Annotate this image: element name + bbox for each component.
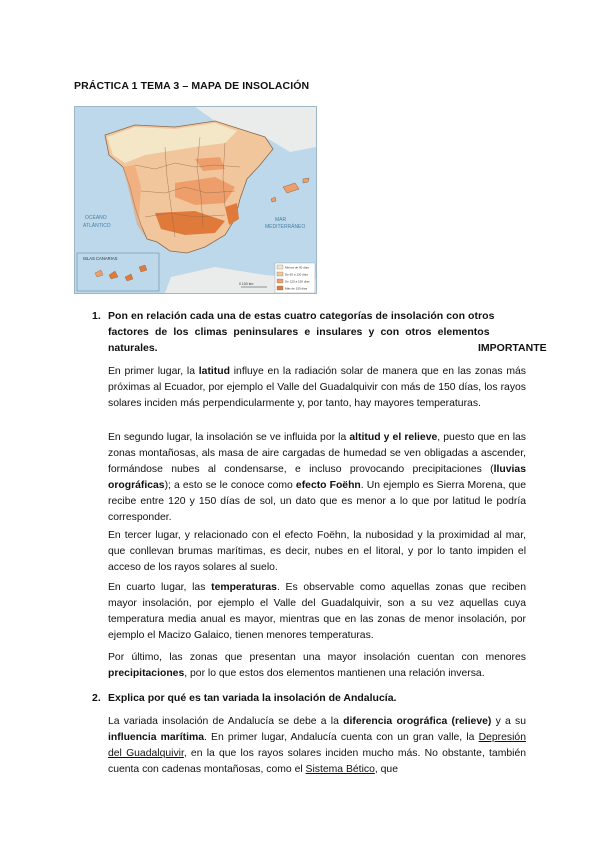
question-2-number: 2. (92, 692, 101, 704)
legend-swatch-4 (277, 286, 283, 290)
p2-bold-lluvias: lluvias orográficas (108, 464, 526, 491)
ocean-label-2: ATLÁNTICO (83, 223, 111, 229)
p5-bold-precipitaciones: precipitaciones (108, 668, 185, 679)
p1-bold-latitud: latitud (198, 366, 230, 377)
insolation-map-svg (75, 107, 316, 293)
p1-text-a: En primer lugar, la (108, 366, 199, 377)
sea-label-2: MEDITERRÁNEO (265, 224, 306, 230)
legend-swatch-3 (277, 279, 283, 283)
p3-text-a: En tercer lugar, y relacionado con el efecto Foëhn, la nubosidad y la proximidad al mar, que conllevan brumas marítimas, es decir, nubes en el litoral, y por lo tanto impiden el acceso de los rayos solares al suelo. (108, 530, 526, 573)
important-label: IMPORTANTE (478, 342, 547, 354)
question-2 (92, 690, 532, 706)
question-1-number: 1. (92, 310, 101, 322)
p2-bold-foehn: efecto Foëhn (295, 480, 361, 491)
paragraph-latitud (108, 364, 526, 412)
question-1-line-3-wrap (108, 340, 547, 356)
legend-label-2: De 60 a 120 días (285, 272, 308, 277)
document-title: PRÁCTICA 1 TEMA 3 – MAPA DE INSOLACIÓN (74, 80, 310, 92)
p2-bold-altitud: altitud y el relieve (349, 432, 438, 443)
legend-swatch-2 (277, 272, 283, 276)
question-1-line-1: Pon en relación cada una de estas cuatro categorías de insolación con otros (108, 310, 495, 322)
legend-label-1: Menos de 60 días (285, 265, 309, 270)
paragraph-altitud (108, 430, 526, 526)
p1-text-c: influye en la radiación solar de manera que en las zonas más próximas al Ecuador, por ejemplo el Valle del Guadalquivir con más de 150 días, los rayos solares inciden más perpendicularmente y, por tanto, hay mayores temperaturas. (108, 366, 526, 409)
question-1-line-3: naturales. (108, 342, 158, 354)
p6-underline-sistema-betico: Sistema Bético (305, 764, 375, 775)
paragraph-andalucia (108, 714, 526, 778)
scale-label: 0 100 km (239, 282, 254, 286)
paragraph-nubosidad (108, 528, 526, 576)
p4-text-c: . Es observable como aquellas zonas que reciben mayor insolación, por ejemplo el Valle del Guadalquivir, son a su vez aquellas cuya temperatura media anual es mayor, mientras que en las zonas de menor insolación, por ejemplo el Macizo Galaico, tienen menores temperaturas. (108, 582, 526, 641)
legend-label-3: De 120 a 150 días (285, 279, 310, 284)
p5-text-c: , por lo que estos dos elementos mantienen una relación inversa. (184, 668, 485, 679)
question-1-line-2: factores de los climas peninsulares e insulares y con otros elementos (108, 326, 490, 338)
p6-bold-relieve: diferencia orográfica (relieve) (343, 716, 492, 727)
p6-underline-depresion: Depresión del Guadalquivir (108, 732, 526, 759)
p5-text-a: Por último, las zonas que presentan una mayor insolación cuentan con menores (108, 652, 526, 663)
ocean-label-1: OCÉANO (85, 215, 107, 221)
legend-swatch-1 (277, 265, 283, 269)
question-2-text: Explica por qué es tan variada la insolación de Andalucía. (108, 692, 397, 704)
p6-text-c: y a su (491, 716, 527, 727)
sea-label-1: MAR (275, 217, 287, 223)
p6-text-e: . En primer lugar, Andalucía cuenta con un gran valle, la (203, 732, 479, 743)
question-1 (92, 308, 547, 356)
p2-text-c: , puesto que en las zonas montañosas, als masa de aire cargadas de humedad se ven obligadas a ascender, formándose nubes al condensarse, e incluso provocando precipitaciones ( (108, 432, 526, 475)
p2-text-a: En segundo lugar, la insolación se ve influida por la (108, 432, 350, 443)
p2-text-g: . Un ejemplo es Sierra Morena, que recibe entre 120 y 150 días de sol, un dato que es menor a lo que por latitud le podría corresponder. (108, 480, 526, 523)
paragraph-precipitaciones (108, 650, 526, 682)
p6-bold-maritima: influencia marítima (108, 732, 204, 743)
insolation-map (74, 106, 317, 294)
p6-text-a: La variada insolación de Andalucía se debe a la (108, 716, 344, 727)
canarias-label: ISLAS CANARIAS (83, 256, 118, 261)
p6-text-g: , en la que los rayos solares inciden mucho más. No obstante, también cuenta con cadenas montañosas, como el (108, 748, 527, 775)
paragraph-temperaturas (108, 580, 526, 644)
legend-label-4: Más de 150 días (285, 286, 308, 291)
p6-text-i: , que (374, 764, 398, 775)
p4-bold-temperaturas: temperaturas (211, 582, 277, 593)
p4-text-a: En cuarto lugar, las (108, 582, 212, 593)
p2-text-e: ); a esto se le conoce como (164, 480, 296, 491)
